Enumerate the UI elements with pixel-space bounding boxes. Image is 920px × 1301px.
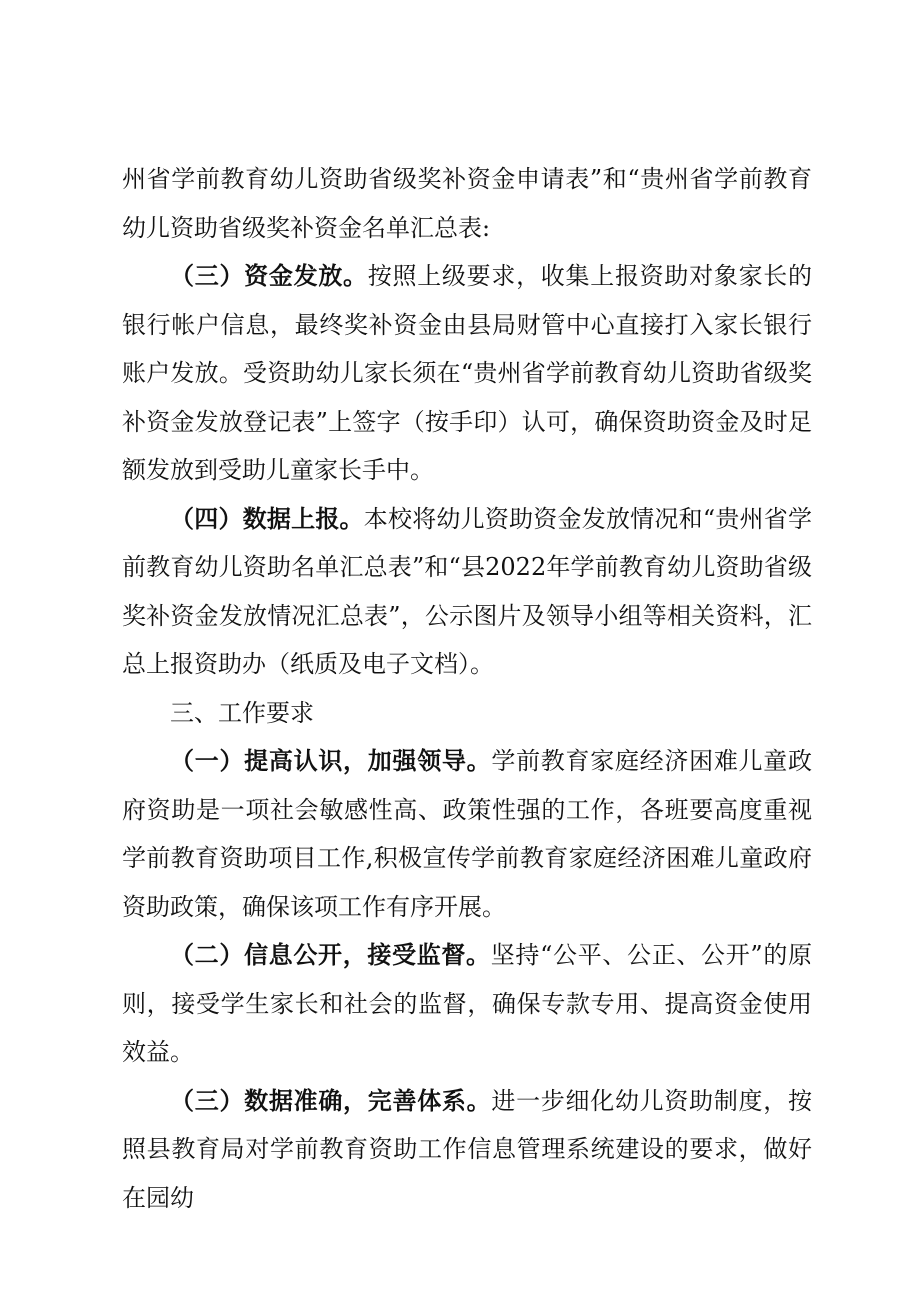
paragraph-text: 按照上级要求，收集上报资助对象家长的银行帐户信息，最终奖补资金由县局财管中心直接打入家长银行账户发放。受资助幼儿家长须在“贵州省学前教育幼儿资助省级奖补资金发放登记表”上签字（按手印）认可，确保资助资金及时足额发放到受助儿童家长手中。	[122, 262, 813, 484]
paragraph-text: 学前教育家庭经济困难儿童政府资助是一项社会敏感性高、政策性强的工作，各班要高度重视学前教育资助项目工作,积极宣传学前教育家庭经济困难儿童政府资助政策，确保该项工作有序开展。	[122, 747, 812, 921]
paragraph-heading: （一）提高认识，加强领导。	[170, 747, 492, 775]
paragraph-heading: （二）信息公开，接受监督。	[170, 941, 491, 969]
paragraph-transparency	[122, 931, 812, 1077]
section-heading: 三、工作要求	[170, 698, 314, 727]
paragraph-heading: （三）数据准确，完善体系。	[170, 1086, 492, 1115]
paragraph-awareness	[122, 737, 812, 931]
paragraph-continuation	[122, 155, 812, 252]
paragraph-heading: （四）数据上报。	[170, 504, 364, 533]
paragraph-fund-distribution	[122, 252, 812, 495]
paragraph-text: 本校将幼儿资助资金发放情况和“贵州省学前教育幼儿资助名单汇总表”和“县2022年学前教育幼儿资助省级奖补资金发放情况汇总表”，公示图片及领导小组等相关资料，汇总上报资助办（纸质及电子文档）。	[122, 504, 812, 678]
document-page	[122, 155, 812, 1222]
paragraph-data-accuracy	[122, 1077, 812, 1223]
paragraph-heading: （三）资金发放。	[170, 262, 368, 290]
paragraph-text: 州省学前教育幼儿资助省级奖补资金申请表”和“贵州省学前教育幼儿资助省级奖补资金名单汇总表:	[122, 165, 812, 242]
paragraph-data-reporting	[122, 495, 812, 689]
paragraph-text: 坚持“公平、公正、公开”的原则，接受学生家长和社会的监督，确保专款专用、提高资金使用效益。	[122, 941, 812, 1066]
paragraph-text: 进一步细化幼儿资助制度，按照县教育局对学前教育资助工作信息管理系统建设的要求，做好在园幼	[122, 1086, 812, 1212]
